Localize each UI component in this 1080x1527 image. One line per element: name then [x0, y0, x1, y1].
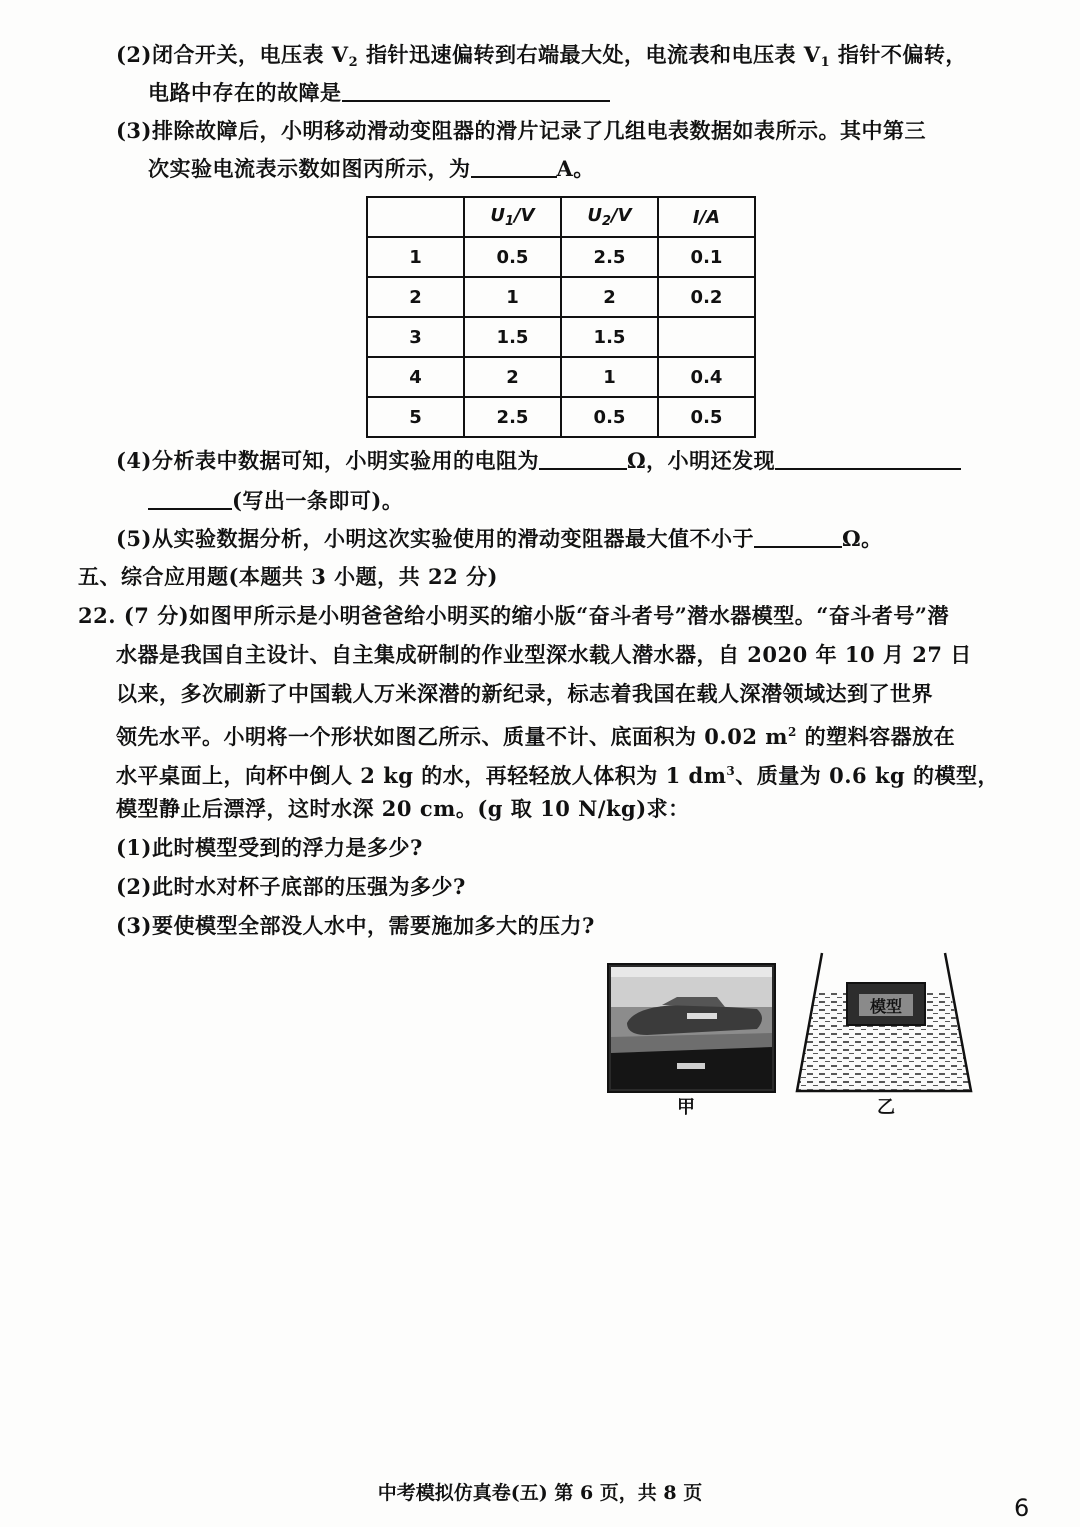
q22-line6: 模型静止后漂浮，这时水深 20 cm。(g 取 10 N/kg)求： — [116, 796, 690, 821]
page-number: 6 — [1014, 1494, 1030, 1522]
table-cell: 2.5 — [464, 397, 561, 437]
model-label: 模型 — [869, 997, 903, 1016]
answer-blank[interactable] — [471, 154, 557, 178]
container-diagram — [794, 950, 974, 1095]
section-heading: 五、综合应用题(本题共 3 小题，共 22 分) — [78, 564, 498, 589]
table-row — [367, 277, 755, 317]
q21-part4-line1: (4)分析表中数据可知，小明实验用的电阻为 Ω，小明还发现 — [116, 446, 961, 476]
answer-blank[interactable] — [342, 78, 610, 102]
table-cell: 1.5 — [464, 317, 561, 357]
table-cell: 0.2 — [658, 277, 755, 317]
table-cell: 0.5 — [561, 397, 658, 437]
table-cell: 3 — [367, 317, 464, 357]
table-cell: 1 — [367, 237, 464, 277]
table-cell: 2 — [464, 357, 561, 397]
table-header-cell — [367, 197, 464, 237]
table-cell: 1.5 — [561, 317, 658, 357]
table-row — [367, 357, 755, 397]
q21-part5-line: (5)从实验数据分析，小明这次实验使用的滑动变阻器最大值不小于 Ω。 — [116, 526, 883, 551]
table-cell: 0.4 — [658, 357, 755, 397]
figure-label-jia: 甲 — [677, 1097, 695, 1118]
table-cell: 5 — [367, 397, 464, 437]
answer-blank[interactable] — [539, 446, 627, 470]
table-cell: 2 — [367, 277, 464, 317]
q22-line5: 水平桌面上，向杯中倒人 2 kg 的水，再轻轻放人体积为 1 $dm^3$、质量为 0.6 kg 的模型， — [116, 763, 999, 788]
table-row — [367, 397, 755, 437]
q22-line3: 以来，多次刷新了中国载人万米深潜的新纪录，标志着我国在载人深潜领域达到了世界 — [116, 681, 933, 706]
table-header-cell: $U_2/V$ — [561, 197, 658, 237]
q22-sub2: (2)此时水对杯子底部的压强为多少? — [116, 874, 466, 899]
q22-line1: 22. (7 分)如图甲所示是小明爸爸给小明买的缩小版“奋斗者号”潜水器模型。“奋斗者号”潜 — [78, 603, 949, 628]
answer-blank[interactable] — [754, 524, 842, 548]
table-cell: 0.5 — [464, 237, 561, 277]
table-cell: 2 — [561, 277, 658, 317]
table-header-row — [367, 197, 755, 237]
table-header-cell: $U_1/V$ — [464, 197, 561, 237]
table-header-cell: I/A — [658, 197, 755, 237]
answer-blank[interactable] — [148, 486, 232, 510]
q22-sub1: (1)此时模型受到的浮力是多少? — [116, 835, 423, 860]
q22-sub3: (3)要使模型全部没人水中，需要施加多大的压力? — [116, 913, 595, 938]
table-cell: 0.5 — [658, 397, 755, 437]
table-cell: 4 — [367, 357, 464, 397]
q21-part2-line2: 电路中存在的故障是 — [148, 78, 610, 108]
table-cell — [658, 317, 755, 357]
q21-part3-line2: 次实验电流表示数如图丙所示，为 A。 — [148, 156, 595, 181]
table-cell: 1 — [561, 357, 658, 397]
table-cell: 2.5 — [561, 237, 658, 277]
table-row — [367, 317, 755, 357]
answer-blank[interactable] — [775, 446, 961, 470]
submersible-photo — [607, 963, 777, 1093]
page-footer: 中考模拟仿真卷(五) 第 6 页，共 8 页 — [377, 1482, 703, 1504]
q21-part4-line2: (写出一条即可)。 — [148, 486, 403, 516]
q21-part3-line1: (3)排除故障后，小明移动滑动变阻器的滑片记录了几组电表数据如表所示。其中第三 — [116, 118, 926, 143]
figure-label-yi: 乙 — [877, 1097, 895, 1118]
q22-line4: 领先水平。小明将一个形状如图乙所示、质量不计、底面积为 0.02 $m^2$ 的塑料容器放在 — [116, 724, 956, 749]
table-row — [367, 237, 755, 277]
q21-part2-line1: (2)闭合开关，电压表 $V_2$ 指针迅速偏转到右端最大处，电流表和电压表 $V_1$ 指针不偏转， — [116, 42, 967, 70]
q22-line2: 水器是我国自主设计、自主集成研制的作业型深水载人潜水器，自 2020 年 10 月 27 日 — [116, 642, 972, 667]
table-cell: 1 — [464, 277, 561, 317]
table-cell: 0.1 — [658, 237, 755, 277]
data-table — [366, 196, 756, 438]
